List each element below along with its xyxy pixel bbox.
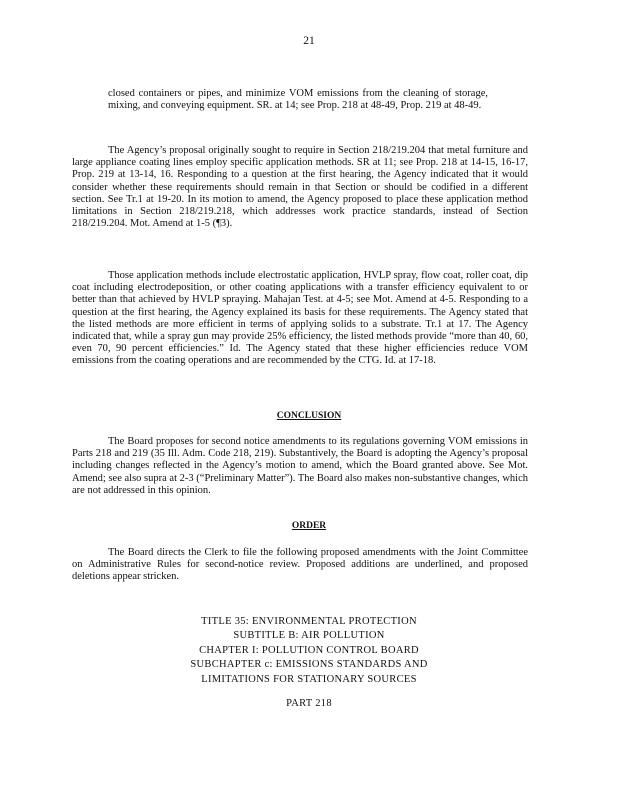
order-heading: ORDER <box>291 521 327 531</box>
conclusion-heading: CONCLUSION <box>276 411 342 421</box>
order-paragraph: The Board directs the Clerk to file the following proposed amendments with the Joint Committee on Administrative Rules for second-notice review. Proposed additions are underlined, and proposed deletions appear stricken. <box>72 547 528 583</box>
limitations-line: LIMITATIONS FOR STATIONARY SOURCES <box>201 673 417 685</box>
regulation-title-block <box>0 615 618 687</box>
chapter-line: CHAPTER I: POLLUTION CONTROL BOARD <box>199 644 419 656</box>
title-line: TITLE 35: ENVIRONMENTAL PROTECTION <box>201 616 417 627</box>
page-number: 21 <box>303 35 315 47</box>
subchapter-line: SUBCHAPTER c: EMISSIONS STANDARDS AND <box>190 659 428 671</box>
part-line: PART 218 <box>286 698 332 709</box>
paragraph-agency-proposal: The Agency’s proposal originally sought to require in Section 218/219.204 that metal furniture and large appliance coating lines employ specific application methods. SR at 11; see Prop. 218 at 14-15, 16-17, Prop. 219 at 13-14, 16. Responding to a question at the first hearing, the Agency indicated that it would consider whether these requirements should remain in that Section or should be codified in a different section. See Tr.1 at 19-20. In its motion to amend, the Agency proposed to place these application method limitations in Section 218/219.218, which addresses work practice standards, instead of Section 218/219.204. Mot. Amend at 1-5 (¶3). <box>72 145 528 230</box>
conclusion-paragraph: The Board proposes for second notice amendments to its regulations governing VOM emissions in Parts 218 and 219 (35 Ill. Adm. Code 218, 219). Substantively, the Board is adopting the Agency’s proposal including changes reflected in the Agency’s motion to amend, which the Board granted above. See Mot. Amend; see also supra at 2-3 (“Preliminary Matter”). The Board also makes non-substantive changes, which are not addressed in this opinion. <box>72 436 528 496</box>
block-quote: closed containers or pipes, and minimize VOM emissions from the cleaning of storage, mixing, and conveying equipment. SR. at 14; see Prop. 218 at 48-49, Prop. 219 at 48-49. <box>108 88 488 112</box>
subtitle-line: SUBTITLE B: AIR POLLUTION <box>233 630 385 642</box>
paragraph-application-methods: Those application methods include electrostatic application, HVLP spray, flow coat, roller coat, dip coat including electrodeposition, or other coating applications with a transfer efficiency equivalent to or better than that achieved by HVLP spraying. Mahajan Test. at 4-5; see Mot. Amend at 4-5. Responding to a question at the first hearing, the Agency explained its basis for these requirements. The Agency stated that the listed methods are more efficient in terms of applying solids to a substrate. Tr.1 at 17. The Agency indicated that, while a spray gun may provide 25% efficiency, the listed methods provide “more than 40, 60, even 70, 90 percent efficiencies.” Id. The Agency stated that these higher efficiencies reduce VOM emissions from the coating operations and are recommended by the CTG. Id. at 17-18. <box>72 270 528 367</box>
